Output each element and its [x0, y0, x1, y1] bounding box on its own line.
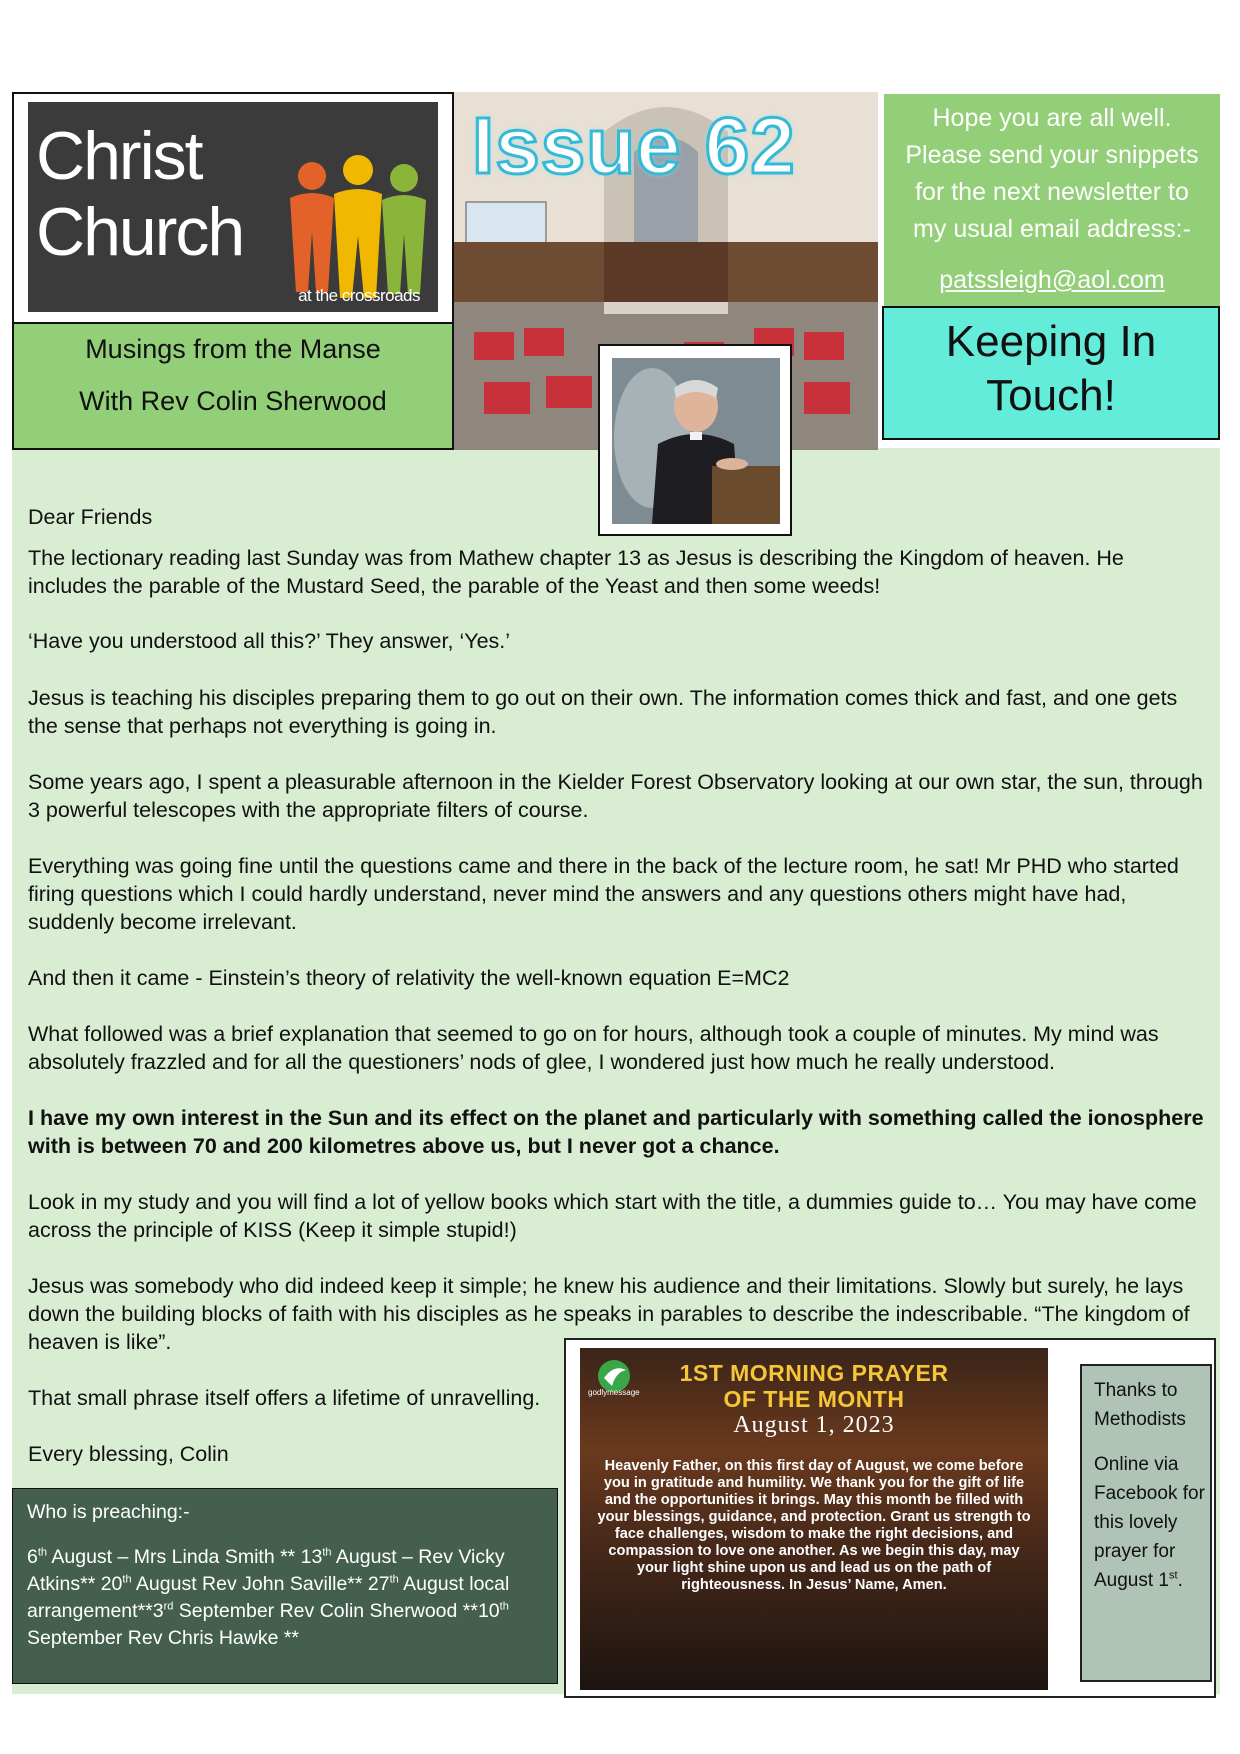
rota-sup: rd — [163, 1600, 174, 1613]
letter-paragraph-5: Everything was going fine until the questions came and there in the back of the lecture room, he sat! Mr PHD who started firing questions which I could hardly understand, never mind the answers and any questions others might have had, suddenly become irrelevant. — [28, 854, 1179, 934]
prayer-text: Heavenly Father, on this first day of August, we come before you in gratitude and humility. We thank you for the gift of life and the opportunities it brings. May this month be filled with your blessings, guidance, and protection. Grant us strength to face challenges, wisdom to make the right decisions, and compassion to love one another. As we begin this day, may your light shine upon us and lead us on the path of righteousness. In Jesus’ Name, Amen. — [597, 1458, 1031, 1593]
credit-end: . — [1177, 1570, 1183, 1591]
letter-paragraph-2: ‘Have you understood all this?’ They answer, ‘Yes.’ — [28, 629, 511, 653]
email-link[interactable]: patssleigh@aol.com — [939, 266, 1165, 294]
credit-sup: st — [1169, 1569, 1178, 1582]
issue-number: Issue 62 — [472, 101, 796, 190]
rota-sup: th — [37, 1546, 48, 1559]
rota-text: August Rev John Saville** 27 — [131, 1573, 390, 1595]
note-line-3: for the next newsletter to — [915, 178, 1189, 206]
letter-paragraph-4: Some years ago, I spent a pleasurable afternoon in the Kielder Forest Observatory looking at our own star, the sun, through 3 powerful telescopes with the appropriate filters of course. — [28, 770, 1203, 822]
letter-paragraph-7: What followed was a brief explanation that seemed to go on for hours, although took a couple of minutes. My mind was absolutely frazzled and for all the questioners’ nods of glee, I wondered just how much he really understood. — [28, 1022, 1159, 1074]
prayer-date: August 1, 2023 — [733, 1412, 895, 1438]
letter-paragraph-9: Look in my study and you will find a lot of yellow books which start with the title, a dummies guide to… You may have come across the principle of KISS (Keep it simple stupid!) — [28, 1190, 1197, 1242]
church-logo — [12, 92, 454, 324]
preaching-rota — [12, 1488, 558, 1684]
rota-text: August – Rev Vicky Atkins** 20 — [27, 1546, 505, 1595]
rota-text: September Rev Colin Sherwood **10 — [173, 1600, 500, 1622]
rota-text: 6 — [27, 1546, 38, 1568]
logo-badge — [28, 102, 438, 312]
rota-sup: th — [499, 1600, 509, 1613]
letter-paragraph-11: That small phrase itself offers a lifetime of unravelling. — [28, 1386, 541, 1410]
letter-greeting: Dear Friends — [28, 505, 153, 529]
note-line-1: Hope you are all well. — [932, 104, 1172, 132]
rota-sup: th — [122, 1573, 132, 1586]
rota-text: August local arrangement**3 — [27, 1573, 510, 1622]
credit-thanks: Thanks to Methodists — [1094, 1380, 1186, 1430]
contact-note — [884, 94, 1220, 306]
keeping-title-2: Touch! — [986, 371, 1116, 420]
minister-photo-image — [612, 358, 780, 524]
preaching-title: Who is preaching:- — [27, 1501, 190, 1523]
credit-text: Online via Facebook for this lovely prayer for August 1 — [1094, 1454, 1205, 1591]
prayer-heading-1: 1ST MORNING PRAYER — [679, 1360, 949, 1386]
credit-details — [1094, 1450, 1210, 1595]
logo-word-christ: Christ — [36, 118, 202, 194]
prayer-card — [580, 1348, 1048, 1690]
rota-sup: th — [389, 1573, 399, 1586]
portrait-photo — [612, 358, 780, 524]
letter-paragraph-8: I have my own interest in the Sun and its effect on the planet and particularly with something called the ionosphere with is between 70 and 200 kilometres above us, but I never got a chance. — [28, 1106, 1204, 1158]
letter-paragraph-6: And then it came - Einstein’s theory of relativity the well-known equation E=MC2 — [28, 966, 790, 990]
people-icon — [28, 102, 438, 312]
prayer-credit — [1080, 1364, 1212, 1682]
musings-title: Musings from the Manse — [85, 334, 381, 364]
logo-tagline: at the crossroads — [298, 286, 420, 305]
letter-signoff: Every blessing, Colin — [28, 1442, 229, 1466]
rota-text: August – Mrs Linda Smith ** 13 — [47, 1546, 323, 1568]
keeping-title-1: Keeping In — [945, 317, 1157, 366]
musings-author: With Rev Colin Sherwood — [79, 386, 387, 416]
rota-sup: th — [322, 1546, 332, 1559]
note-line-2: Please send your snippets — [905, 141, 1199, 169]
preaching-schedule — [27, 1544, 547, 1652]
letter-paragraph-1: The lectionary reading last Sunday was from Mathew chapter 13 as Jesus is describing the Kingdom of heaven. He includes the parable of the Mustard Seed, the parable of the Yeast and then some weeds! — [28, 546, 1124, 598]
letter-paragraph-10: Jesus was somebody who did indeed keep it simple; he knew his audience and their limitations. Slowly but surely, he lays down the building blocks of faith with his disciples as he speaks in parables to describe the indescribable. “The kingdom of heaven is like”. — [28, 1274, 1190, 1354]
musings-banner — [12, 324, 454, 450]
brand-name: godlymessage — [588, 1388, 640, 1397]
rota-text: September Rev Chris Hawke ** — [27, 1627, 300, 1649]
prayer-heading-2: OF THE MONTH — [723, 1386, 905, 1412]
keeping-in-touch-banner — [882, 306, 1220, 440]
logo-word-church: Church — [36, 194, 244, 270]
note-line-4: my usual email address:- — [913, 215, 1191, 243]
letter-paragraph-3: Jesus is teaching his disciples preparing them to go out on their own. The information comes thick and fast, and one gets the sense that perhaps not everything is going in. — [28, 686, 1178, 738]
